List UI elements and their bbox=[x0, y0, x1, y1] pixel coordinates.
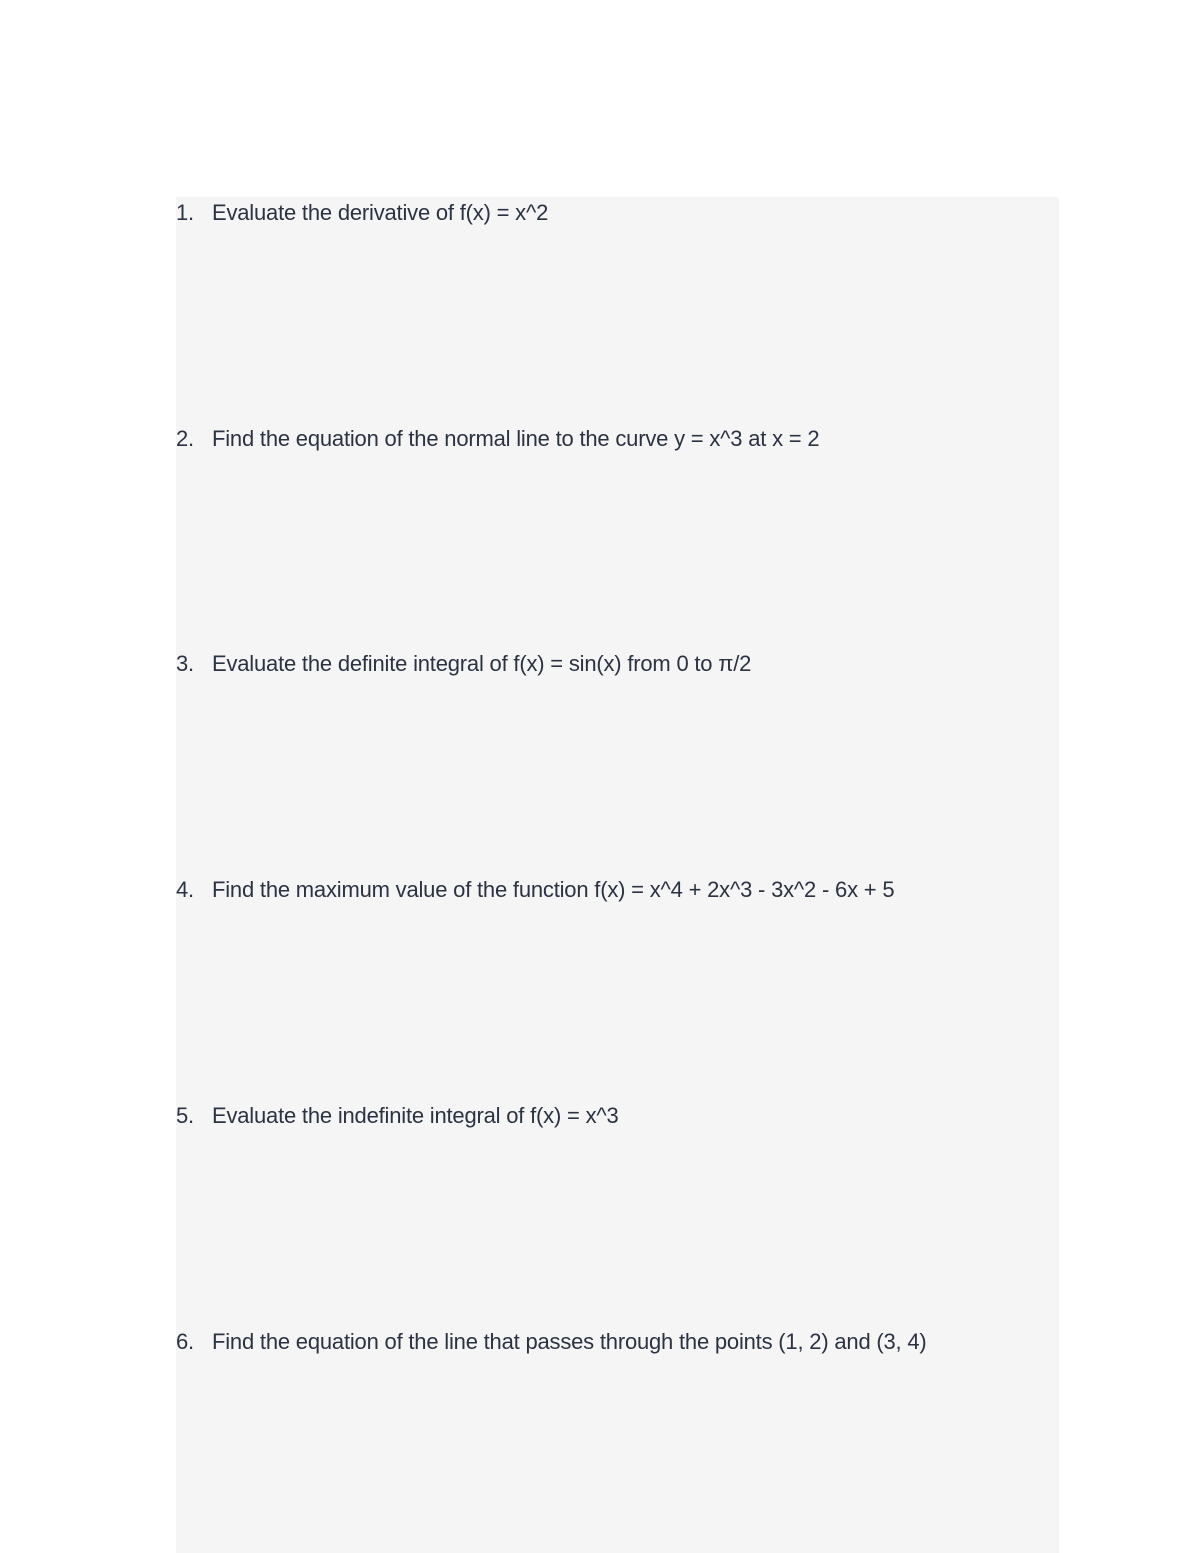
question-item bbox=[176, 423, 819, 455]
question-number: 5. bbox=[176, 1103, 194, 1128]
question-item bbox=[176, 197, 548, 229]
question-number: 4. bbox=[176, 877, 194, 902]
question-number: 2. bbox=[176, 426, 194, 451]
question-item bbox=[176, 874, 894, 906]
question-list bbox=[176, 197, 1059, 1553]
question-text: Find the maximum value of the function f(x) = x^4 + 2x^3 - 3x^2 - 6x + 5 bbox=[212, 877, 895, 902]
question-number: 3. bbox=[176, 651, 194, 676]
question-item bbox=[176, 1326, 927, 1358]
question-number: 6. bbox=[176, 1329, 194, 1354]
question-item bbox=[176, 648, 751, 680]
question-text: Find the equation of the line that passes through the points (1, 2) and (3, 4) bbox=[212, 1329, 927, 1354]
question-text: Find the equation of the normal line to the curve y = x^3 at x = 2 bbox=[212, 426, 820, 451]
question-text: Evaluate the indefinite integral of f(x) = x^3 bbox=[212, 1103, 619, 1128]
question-number: 1. bbox=[176, 200, 194, 225]
question-text: Evaluate the definite integral of f(x) = sin(x) from 0 to π/2 bbox=[212, 651, 752, 676]
question-item bbox=[176, 1100, 619, 1132]
question-text: Evaluate the derivative of f(x) = x^2 bbox=[212, 200, 549, 225]
